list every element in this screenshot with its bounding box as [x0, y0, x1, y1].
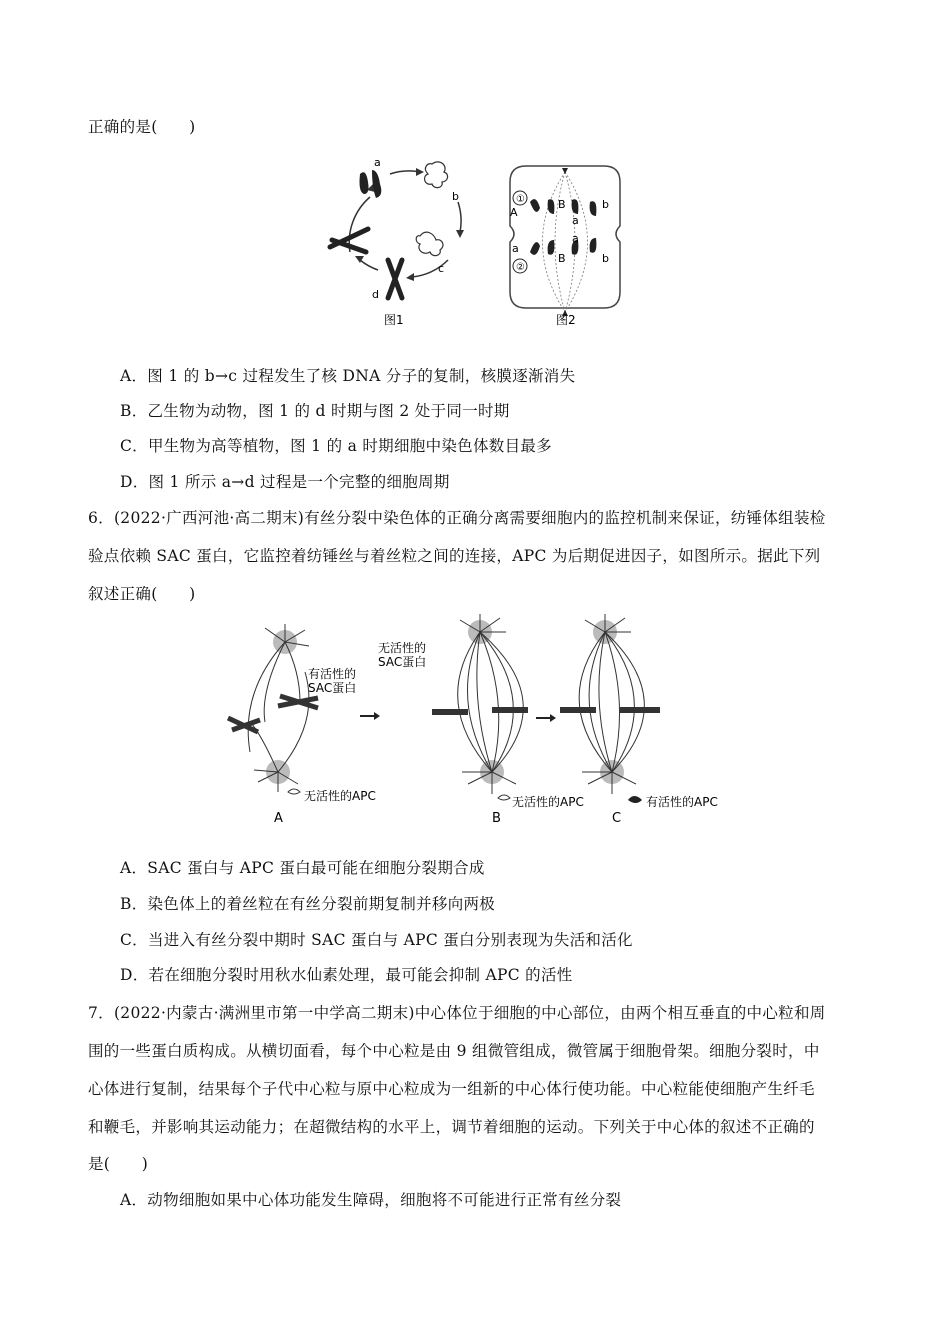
q7-stem-line-2: 围的一些蛋白质构成。从横切面看，每个中心粒是由 9 组微管组成，微管属于细胞骨架。细胞分裂时，中 [88, 1042, 820, 1060]
q6-stem-line-3: 叙述正确( ) [88, 585, 196, 603]
fig1-label-c: c [438, 262, 445, 275]
fig2-label-b2: b [602, 252, 609, 265]
chromosome-a [360, 172, 369, 194]
label-panel-a: A [274, 811, 283, 826]
fig2-circle-2: ② [516, 262, 525, 273]
q5-stem-tail: 正确的是( ) [88, 118, 196, 136]
fig2-label-B2: B [558, 252, 566, 265]
q5-option-a: A．图 1 的 b→c 过程发生了核 DNA 分子的复制，核膜逐渐消失 [120, 367, 576, 385]
fig1-label-b: b [452, 190, 459, 203]
label-inactive-sac: 无活性的 [378, 641, 427, 655]
figure-sac-apc [220, 612, 740, 832]
label-panel-c: C [612, 811, 622, 826]
fig2-label-A: A [510, 206, 518, 219]
label-panel-b: B [492, 811, 501, 826]
fig2-circle-1: ① [516, 194, 525, 205]
q6-stem-line-1: 6．(2022·广西河池·高二期末)有丝分裂中染色体的正确分离需要细胞内的监控机制来保证，纺锤体组装检 [88, 509, 826, 527]
panel-a-cell [228, 624, 318, 792]
figure-2-caption: 图2 [556, 313, 576, 327]
q7-option-a: A．动物细胞如果中心体功能发生障碍，细胞将不可能进行正常有丝分裂 [120, 1191, 622, 1209]
fig2-label-B1: B [558, 198, 566, 211]
panel-b-cell [432, 614, 528, 794]
q6-option-b: B．染色体上的着丝粒在有丝分裂前期复制并移向两极 [120, 895, 496, 913]
q7-stem-line-1: 7．(2022·内蒙古·满洲里市第一中学高二期末)中心体位于细胞的中心部位，由两个相互垂直的中心粒和周 [88, 1004, 826, 1022]
figure-1-caption: 图1 [384, 313, 404, 327]
fig1-label-a: a [374, 156, 381, 169]
q7-stem-line-5: 是( ) [88, 1155, 149, 1173]
chromosome-left [330, 229, 368, 252]
label-sac-protein-2: SAC蛋白 [378, 655, 427, 669]
q7-stem-line-4: 和鞭毛，并影响其运动能力；在超微结构的水平上，调节着细胞的运动。下列关于中心体的叙述不正确的 [88, 1118, 815, 1136]
q5-option-c: C．甲生物为高等植物，图 1 的 a 时期细胞中染色体数目最多 [120, 437, 552, 455]
figure-2-anaphase-cell [500, 162, 630, 332]
label-active-apc: 有活性的APC [646, 795, 718, 809]
label-inactive-apc-a: 无活性的APC [304, 789, 376, 803]
fig2-label-a2: a [512, 242, 519, 255]
chromatin-c [416, 232, 443, 255]
figure-1-cell-cycle [320, 152, 480, 332]
fig1-label-d: d [372, 288, 379, 301]
fig2-label-a1: a [572, 214, 579, 227]
q5-option-d: D．图 1 所示 a→d 过程是一个完整的细胞周期 [120, 473, 450, 491]
chromosome-d [388, 260, 402, 298]
fig2-label-b1: b [602, 198, 609, 211]
q5-option-b: B．乙生物为动物，图 1 的 d 时期与图 2 处于同一时期 [120, 402, 510, 420]
label-inactive-apc-b: 无活性的APC [512, 795, 584, 809]
panel-c-cell [560, 614, 660, 794]
q7-stem-line-3: 心体进行复制，结果每个子代中心粒与原中心粒成为一组新的中心体行使功能。中心粒能使细胞产生纤毛 [88, 1080, 815, 1098]
chromatin-b [425, 162, 448, 188]
q6-stem-line-2: 验点依赖 SAC 蛋白，它监控着纺锤丝与着丝粒之间的连接，APC 为后期促进因子，如图所示。据此下列 [88, 547, 821, 565]
fig2-label-a3: a [572, 232, 579, 245]
q6-option-d: D．若在细胞分裂时用秋水仙素处理，最可能会抑制 APC 的活性 [120, 966, 573, 984]
q6-option-c: C．当进入有丝分裂中期时 SAC 蛋白与 APC 蛋白分别表现为失活和活化 [120, 931, 633, 949]
label-active-sac: 有活性的 [308, 667, 357, 681]
label-sac-protein-1: SAC蛋白 [308, 681, 357, 695]
q6-option-a: A．SAC 蛋白与 APC 蛋白最可能在细胞分裂期合成 [120, 859, 485, 877]
